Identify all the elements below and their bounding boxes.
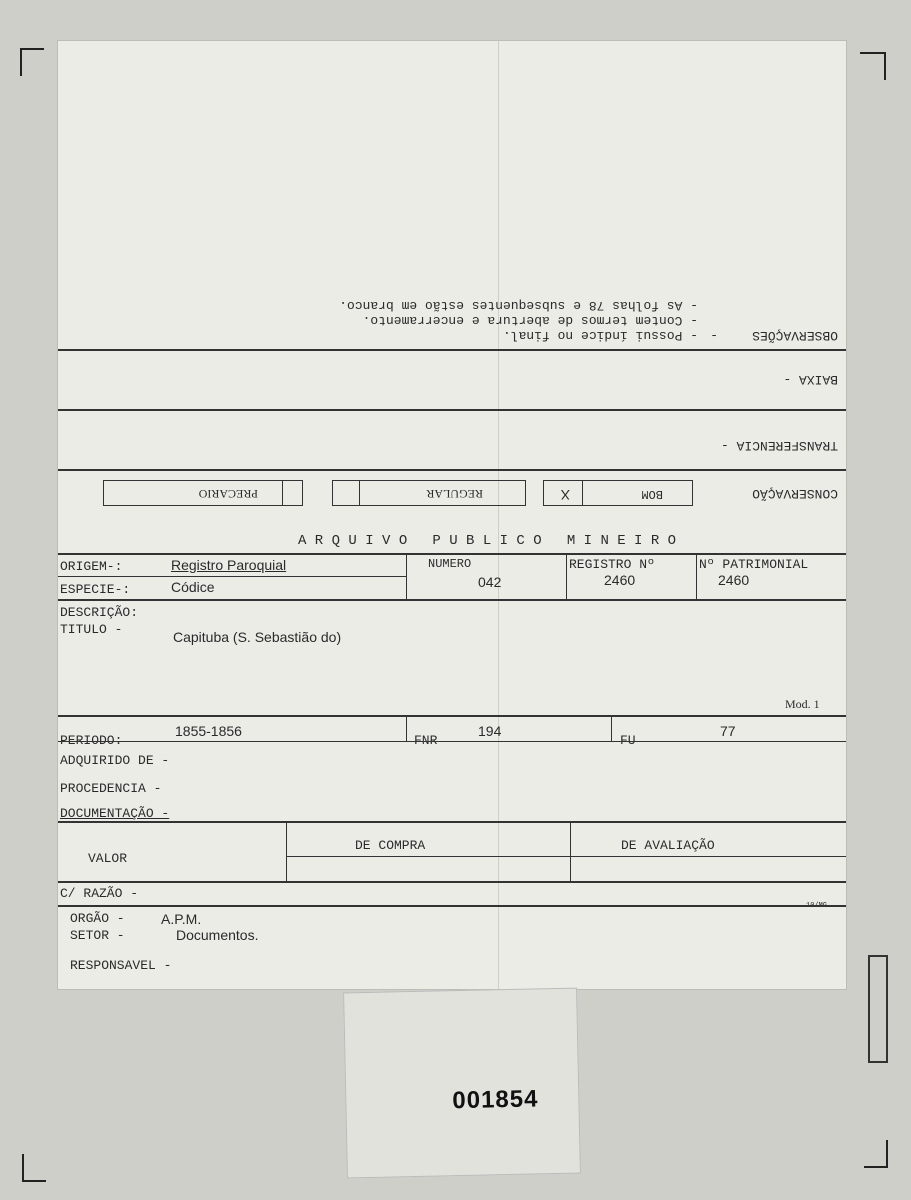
fu-label: FU [620,733,636,748]
rule-observacoes [58,349,847,351]
observacoes-dash: - [710,328,718,343]
razao-label: C/ RAZÃO - [60,886,139,901]
bom-divider [582,480,583,506]
corner-mark-bottom-left [22,1154,46,1182]
rule-origem [58,576,406,577]
titulo-value: Capituba (S. Sebastião do) [173,629,342,645]
numero-value: 042 [478,574,502,590]
observacoes-line-1: - Possui índice no final. [502,328,698,343]
corner-mark-top-right [860,52,886,80]
rule-transferencia [58,469,847,471]
form-code: 10/MG [806,902,828,910]
de-avaliacao-label: DE AVALIAÇÃO [621,838,715,853]
rule-orgao [58,905,847,907]
especie-value: Códice [171,579,215,595]
regular-divider [359,480,360,506]
rule-razao [58,881,847,883]
adquirido-label: ADQUIRIDO DE - [60,753,170,768]
rule-valor-sub [286,856,847,857]
precario-label: PRECARIO [198,487,258,501]
divider-valor [286,821,287,881]
transferencia-label: TRANSFERENCIA - [720,438,838,453]
origem-value: Registro Paroquial [171,557,287,573]
registro-value: 2460 [604,572,636,588]
corner-mark-top-left [20,48,44,76]
de-compra-label: DE COMPRA [355,838,426,853]
rule-baixa [58,409,847,411]
stamp-number: 001854 [452,1085,539,1115]
observacoes-label: OBSERVAÇÕES [752,328,838,343]
orgao-value: A.P.M. [161,911,202,927]
rule-periodo-bottom [58,741,847,742]
bom-checkmark: X [560,487,570,503]
upside-down-section [58,241,847,511]
divider-registro [566,553,567,599]
bom-label: BOM [641,487,663,501]
valor-label: VALOR [88,851,128,866]
conservacao-label: CONSERVAÇÃO [752,486,838,501]
divider-patrimonial [696,553,697,599]
orgao-label: ORGÃO - [70,911,125,926]
rule-periodo [58,715,847,717]
divider-fu [611,715,612,741]
fnr-label: FNR [414,733,438,748]
setor-label: SETOR - [70,928,125,943]
rule-header [58,553,847,555]
periodo-label: PERIODO: [60,733,123,748]
periodo-value: 1855-1856 [175,723,242,739]
procedencia-label: PROCEDENCIA - [60,781,162,796]
setor-value: Documentos. [176,927,259,943]
fu-value: 77 [720,723,736,739]
sequence-stamp [343,988,581,1179]
divider-fnr [406,715,407,741]
documentacao-label: DOCUMENTAÇÃO - [60,806,170,821]
regular-label: REGULAR [426,487,483,501]
side-marker [868,955,888,1063]
corner-mark-bottom-right [864,1140,888,1168]
catalog-card [57,40,847,990]
titulo-label: TITULO - [60,622,123,637]
rule-valor [58,821,847,823]
fnr-value: 194 [478,723,502,739]
fold-line [498,41,499,990]
precario-divider [282,480,283,506]
patrimonial-value: 2460 [718,572,750,588]
rule-especie [58,599,847,601]
responsavel-label: RESPONSAVEL - [70,958,172,973]
divider-compra [570,821,571,881]
divider-numero [406,553,407,599]
mod-label: Mod. 1 [785,697,820,711]
patrimonial-label: Nº PATRIMONIAL [699,557,809,572]
observacoes-line-3: - As folhas 78 e subsequentes estão em branco. [339,298,698,313]
card-title: A R Q U I V O P U B L I C O M I N E I R O [298,533,677,549]
numero-label: NUMERO [428,557,472,571]
origem-label: ORIGEM-: [60,559,123,574]
registro-label: REGISTRO Nº [569,557,655,572]
especie-label: ESPECIE-: [60,582,131,597]
baixa-label: BAIXA - [783,372,838,387]
observacoes-line-2: - Contem termos de abertura e encerramento. [362,313,698,328]
descricao-label: DESCRIÇÃO: [60,605,139,620]
